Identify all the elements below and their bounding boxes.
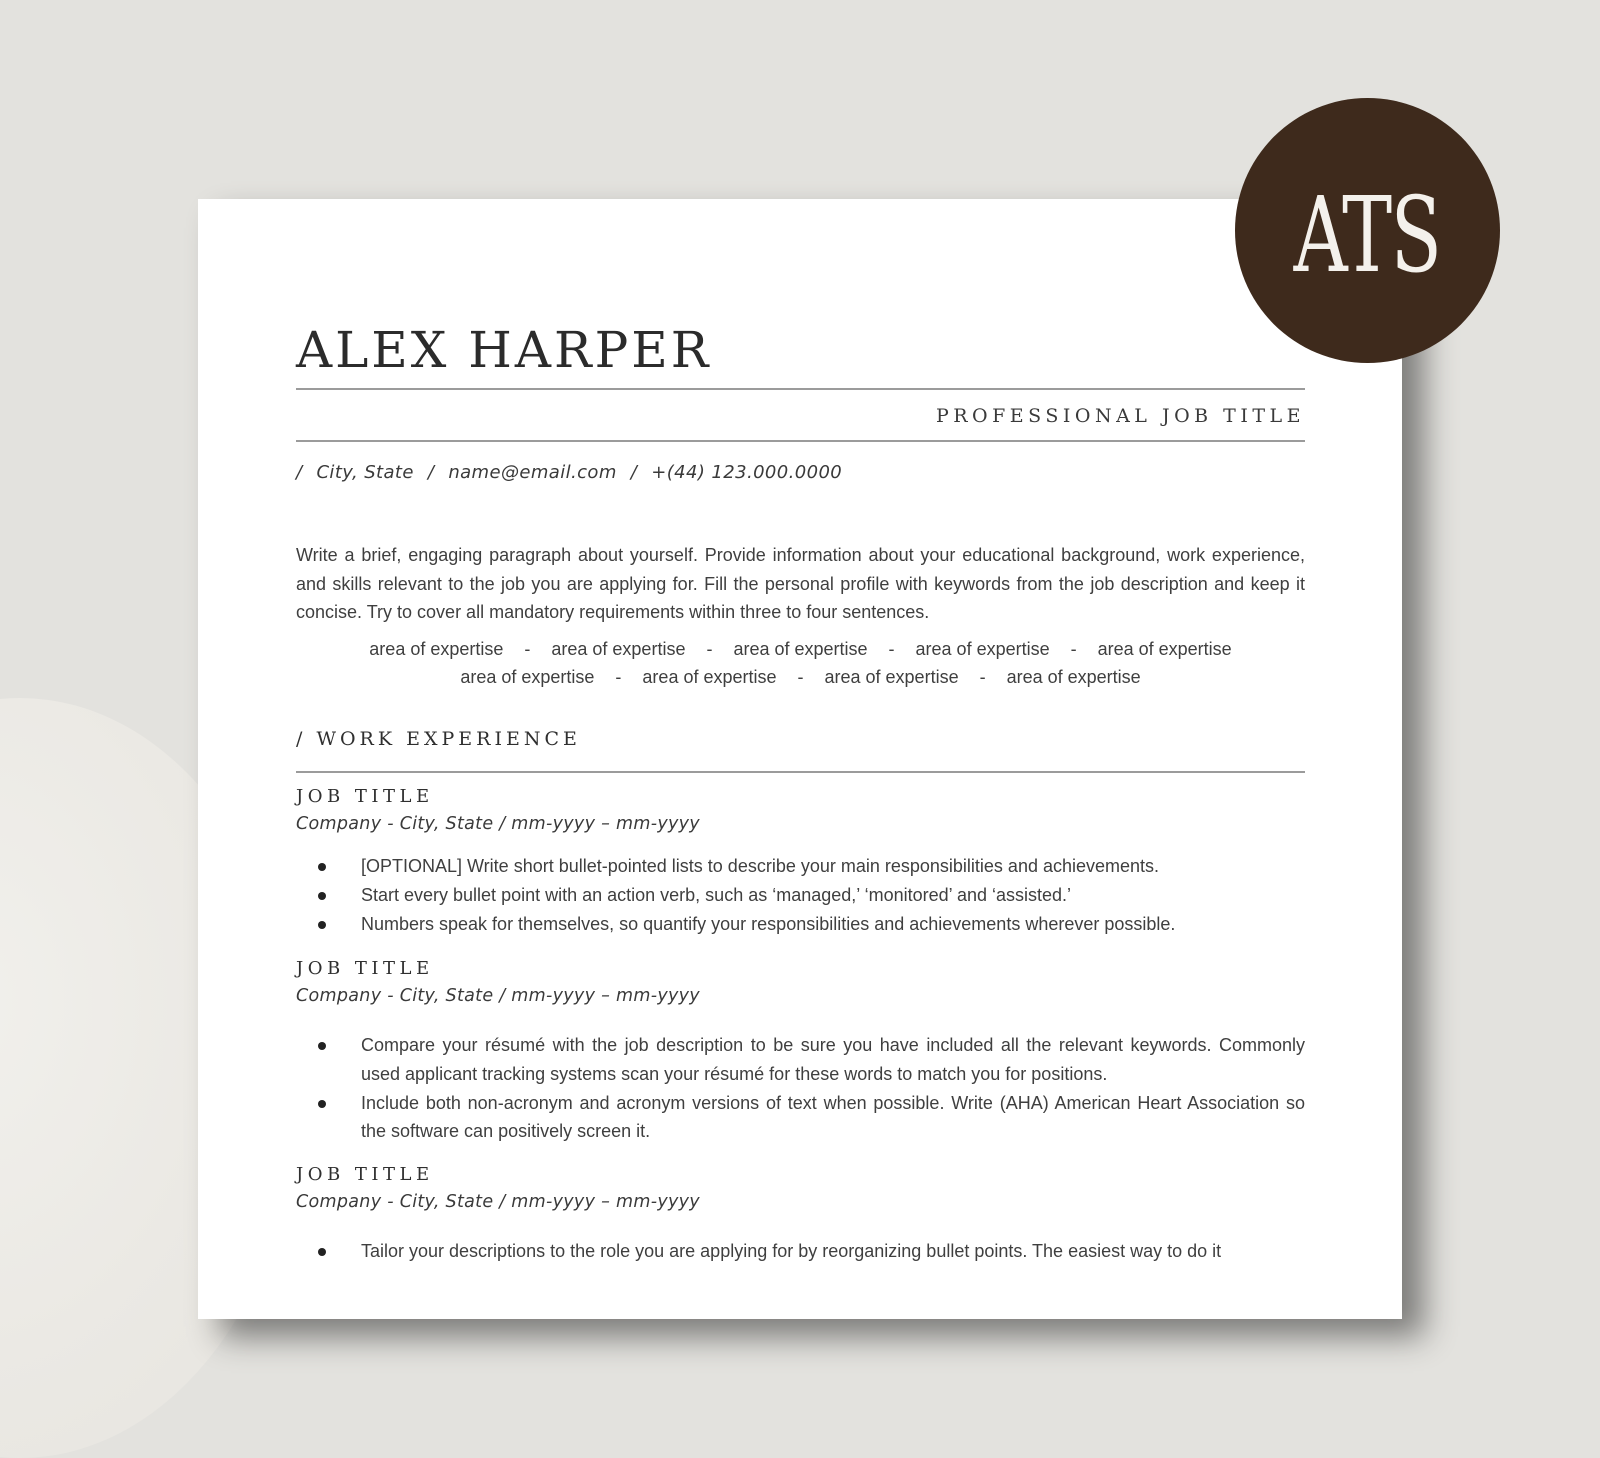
- expertise-item: area of expertise: [1097, 639, 1232, 659]
- job-title: JOB TITLE: [296, 1164, 434, 1185]
- contact-phone: +(44) 123.000.0000: [651, 462, 843, 483]
- expertise-item: area of expertise: [369, 639, 504, 659]
- expertise-row-1: [296, 639, 1305, 660]
- list-item: [296, 1237, 1305, 1266]
- bullet-icon: [318, 1042, 326, 1050]
- expertise-item: area of expertise: [733, 639, 868, 659]
- expertise-item: area of expertise: [460, 667, 595, 687]
- ats-badge-label: ATS: [1294, 173, 1441, 296]
- bullet-icon: [318, 1248, 326, 1256]
- list-item: [296, 852, 1305, 881]
- expertise-separator: -: [524, 639, 531, 659]
- bullet-text: Tailor your descriptions to the role you are applying for by reorganizing bullet points. The easiest way to do it: [361, 1241, 1222, 1261]
- job-title: JOB TITLE: [296, 958, 434, 979]
- header-bottom-rule: [296, 440, 1305, 442]
- bullet-icon: [318, 892, 326, 900]
- job-bullet-list: [296, 1237, 1305, 1266]
- bullet-icon: [318, 1100, 326, 1108]
- expertise-separator: -: [797, 667, 804, 687]
- expertise-separator: -: [979, 667, 986, 687]
- header-top-rule: [296, 388, 1305, 390]
- expertise-item: area of expertise: [824, 667, 959, 687]
- job-bullet-list: [296, 1031, 1305, 1146]
- list-item: [296, 1031, 1305, 1089]
- list-item: [296, 910, 1305, 939]
- bullet-text: Include both non-acronym and acronym versions of text when possible. Write (AHA) American Heart Association so the software can positively screen it.: [361, 1092, 1305, 1142]
- contact-line: [296, 462, 842, 483]
- job-company-dates: Company - City, State / mm-yyyy – mm-yyyy: [296, 986, 700, 1006]
- expertise-separator: -: [888, 639, 895, 659]
- expertise-separator: -: [1070, 639, 1077, 659]
- list-item: [296, 881, 1305, 910]
- bullet-text: Start every bullet point with an action verb, such as ‘managed,’ ‘monitored’ and ‘assisted.’: [361, 884, 1072, 905]
- job-company-dates: Company - City, State / mm-yyyy – mm-yyyy: [296, 814, 700, 834]
- job-company-dates: Company - City, State / mm-yyyy – mm-yyyy: [296, 1192, 700, 1212]
- resume-page: [198, 199, 1402, 1319]
- bullet-icon: [318, 863, 326, 871]
- profile-summary: Write a brief, engaging paragraph about yourself. Provide information about your educational background, work experience, and skills relevant to the job you are applying for. Fill the personal profile with keywords from the job description and keep it concise. Try to cover all mandatory requirements within three to four sentences.: [296, 545, 1305, 622]
- professional-job-title: PROFESSIONAL JOB TITLE: [935, 405, 1305, 427]
- expertise-row-2: [296, 667, 1305, 688]
- bullet-icon: [318, 921, 326, 929]
- job-bullet-list: [296, 852, 1305, 938]
- contact-separator: /: [296, 462, 303, 483]
- bullet-text: [OPTIONAL] Write short bullet-pointed lists to describe your main responsibilities and achievements.: [361, 856, 1160, 876]
- bullet-text: Numbers speak for themselves, so quantify your responsibilities and achievements wherever possible.: [361, 913, 1176, 934]
- ats-badge: [1235, 98, 1500, 363]
- contact-separator: /: [630, 462, 638, 483]
- expertise-item: area of expertise: [1006, 667, 1141, 687]
- expertise-item: area of expertise: [915, 639, 1050, 659]
- expertise-item: area of expertise: [642, 667, 777, 687]
- candidate-name: ALEX HARPER: [296, 321, 712, 379]
- contact-city: City, State: [316, 462, 414, 483]
- contact-separator: /: [427, 462, 435, 483]
- bullet-text: Compare your résumé with the job description to be sure you have included all the relevant keywords. Commonly used applicant tracking systems scan your résumé for these words to match you for positions.: [361, 1035, 1305, 1084]
- job-title: JOB TITLE: [296, 786, 434, 807]
- expertise-separator: -: [706, 639, 713, 659]
- expertise-separator: -: [615, 667, 622, 687]
- section-heading-work-experience: / WORK EXPERIENCE: [296, 728, 581, 750]
- expertise-item: area of expertise: [551, 639, 686, 659]
- contact-email: name@email.com: [448, 462, 617, 483]
- section-rule: [296, 771, 1305, 773]
- list-item: [296, 1089, 1305, 1147]
